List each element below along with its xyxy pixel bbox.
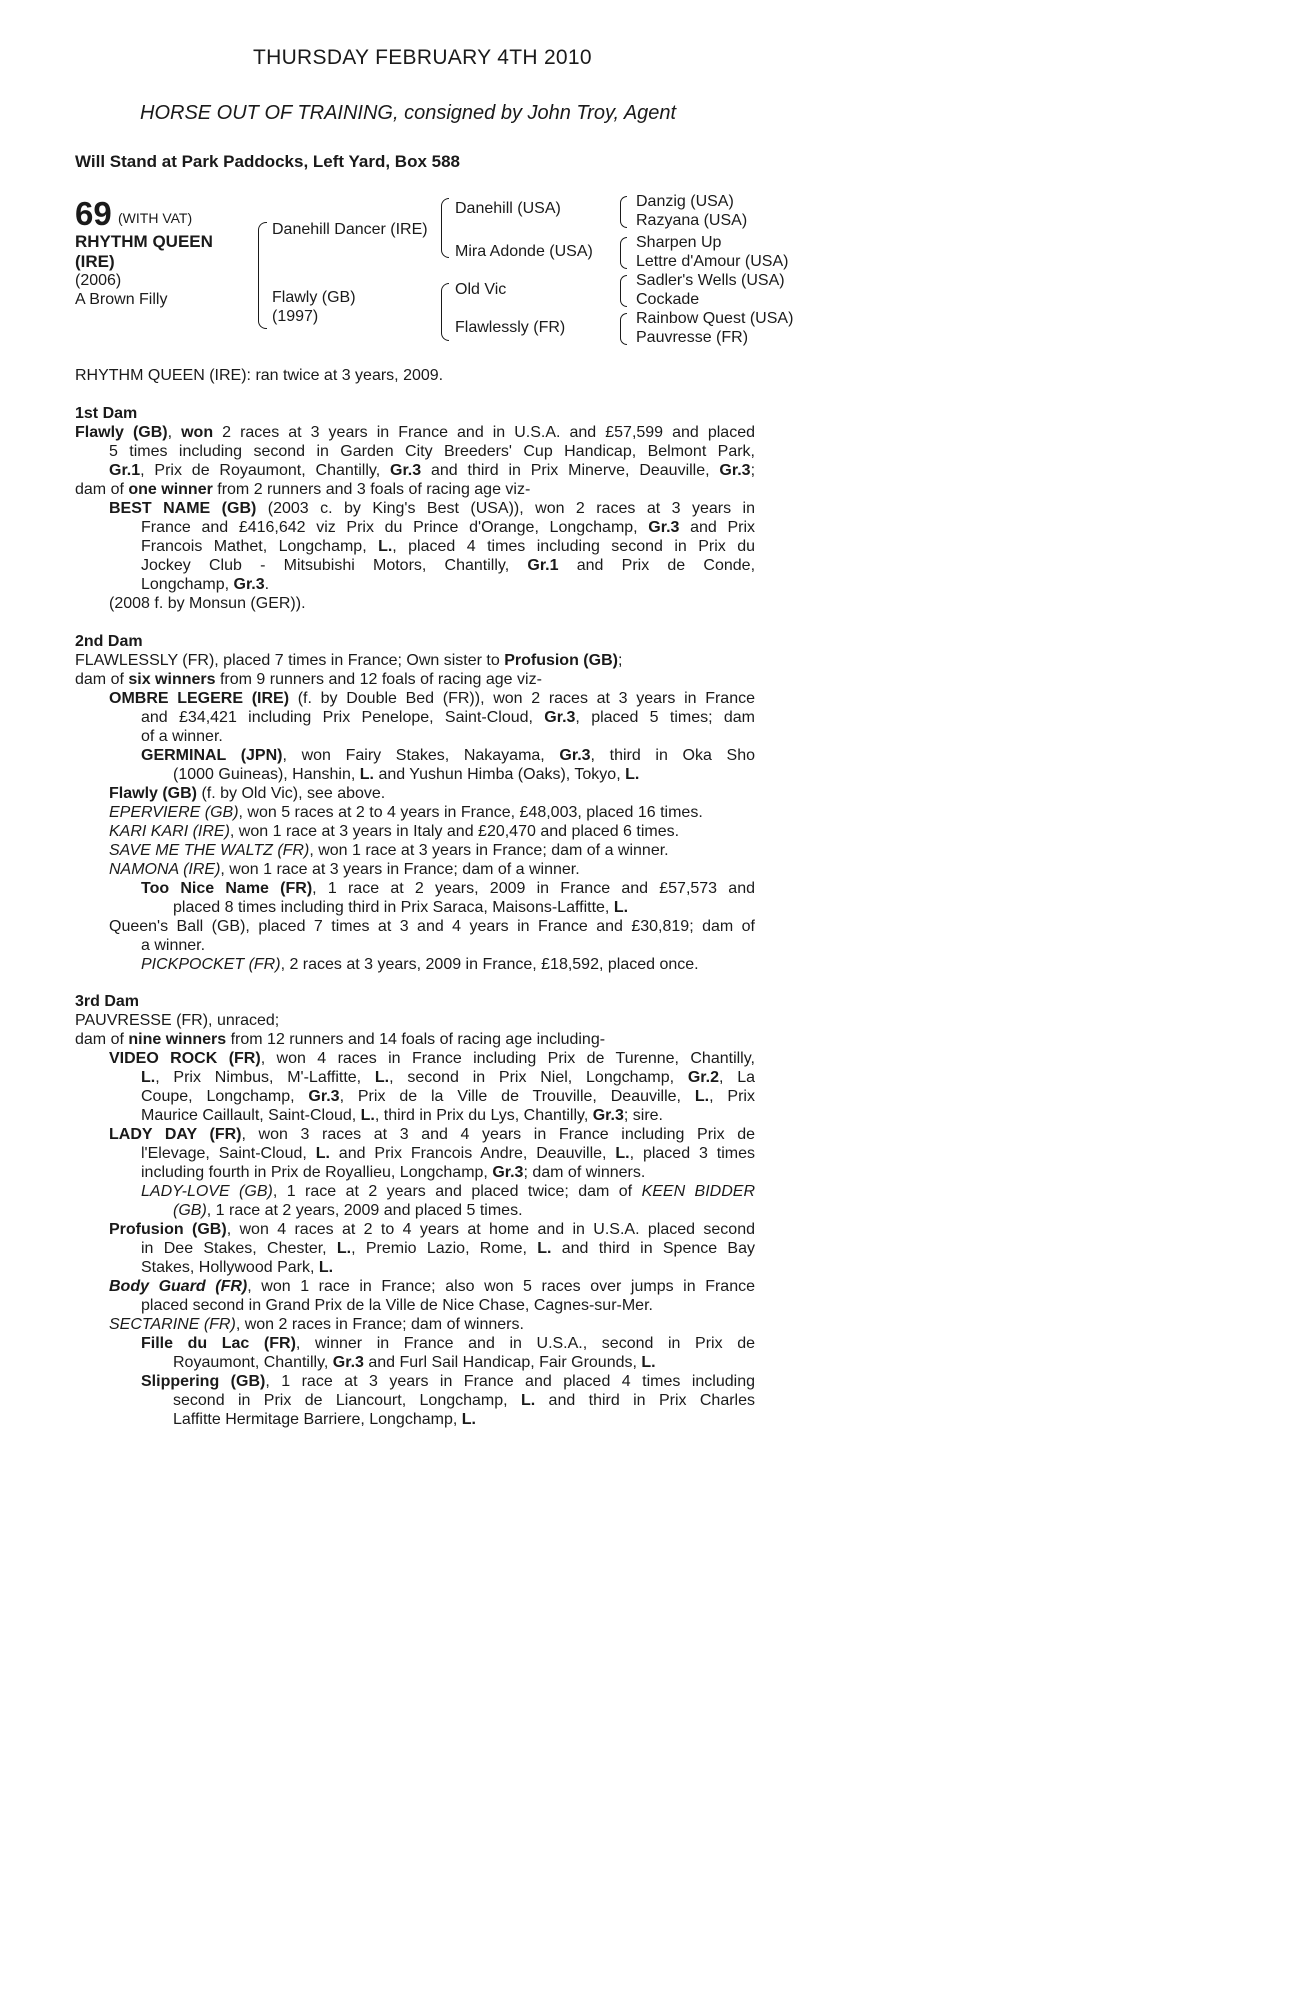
pedigree-brace bbox=[620, 237, 627, 269]
pedigree-g2: Razyana (USA) bbox=[636, 212, 748, 229]
text-line: (2008 f. by Monsun (GER)). bbox=[109, 595, 306, 612]
text-line: L., Prix Nimbus, M'-Laffitte, L., second in Prix Niel, Longchamp, Gr.2, La bbox=[141, 1069, 755, 1086]
text-line: Profusion (GB), won 4 races at 2 to 4 years at home and in U.S.A. placed second bbox=[109, 1221, 755, 1238]
pedigree-brace bbox=[258, 222, 267, 329]
pedigree-g3: Sharpen Up bbox=[636, 234, 722, 251]
section-heading: 2nd Dam bbox=[75, 633, 143, 650]
text-line: 5 times including second in Garden City Breeders' Cup Handicap, Belmont Park, bbox=[109, 443, 755, 460]
race-summary: RHYTHM QUEEN (IRE): ran twice at 3 years, 2009. bbox=[75, 367, 444, 384]
text-line: second in Prix de Liancourt, Longchamp, L. and third in Prix Charles bbox=[173, 1392, 755, 1409]
pedigree-dam-sire: Old Vic bbox=[455, 281, 507, 298]
section-heading: 3rd Dam bbox=[75, 993, 140, 1010]
text-line: Too Nice Name (FR), 1 race at 2 years, 2009 in France and £57,573 and bbox=[141, 880, 755, 897]
text-line: dam of six winners from 9 runners and 12 foals of racing age viz- bbox=[75, 671, 542, 688]
text-line: OMBRE LEGERE (IRE) (f. by Double Bed (FR)), won 2 races at 3 years in France bbox=[109, 690, 755, 707]
section-heading: 1st Dam bbox=[75, 405, 138, 422]
text-line: PICKPOCKET (FR), 2 races at 3 years, 2009 in France, £18,592, placed once. bbox=[141, 956, 699, 973]
text-line: dam of one winner from 2 runners and 3 foals of racing age viz- bbox=[75, 481, 531, 498]
text-line: a winner. bbox=[141, 937, 206, 954]
text-line: SECTARINE (FR), won 2 races in France; dam of winners. bbox=[109, 1316, 524, 1333]
text-line: Coupe, Longchamp, Gr.3, Prix de la Ville de Trouville, Deauville, L., Prix bbox=[141, 1088, 755, 1105]
vat-note: (WITH VAT) bbox=[118, 210, 193, 226]
text-line: EPERVIERE (GB), won 5 races at 2 to 4 years in France, £48,003, placed 16 times. bbox=[109, 804, 703, 821]
text-line: SAVE ME THE WALTZ (FR), won 1 race at 3 years in France; dam of a winner. bbox=[109, 842, 669, 859]
text-line: Fille du Lac (FR), winner in France and in U.S.A., second in Prix de bbox=[141, 1335, 755, 1352]
text-line: Francois Mathet, Longchamp, L., placed 4 times including second in Prix du bbox=[141, 538, 755, 555]
pedigree-g5: Sadler's Wells (USA) bbox=[636, 272, 785, 289]
text-line: FLAWLESSLY (FR), placed 7 times in France; Own sister to Profusion (GB); bbox=[75, 652, 623, 669]
pedigree-g8: Pauvresse (FR) bbox=[636, 329, 749, 346]
text-line: (GB), 1 race at 2 years, 2009 and placed 5 times. bbox=[173, 1202, 523, 1219]
sale-date: THURSDAY FEBRUARY 4TH 2010 bbox=[253, 46, 592, 69]
pedigree-dam-dam: Flawlessly (FR) bbox=[455, 319, 566, 336]
horse-name bbox=[75, 232, 265, 272]
text-line: GERMINAL (JPN), won Fairy Stakes, Nakayama, Gr.3, third in Oka Sho bbox=[141, 747, 755, 764]
pedigree-g4: Lettre d'Amour (USA) bbox=[636, 253, 789, 270]
text-line: Stakes, Hollywood Park, L. bbox=[141, 1259, 334, 1276]
text-line: Laffitte Hermitage Barriere, Longchamp, L. bbox=[173, 1411, 476, 1428]
text-line: VIDEO ROCK (FR), won 4 races in France including Prix de Turenne, Chantilly, bbox=[109, 1050, 755, 1067]
third-dam-section bbox=[75, 992, 755, 1429]
text-line: in Dee Stakes, Chester, L., Premio Lazio, Rome, L. and third in Spence Bay bbox=[141, 1240, 755, 1257]
text-line: France and £416,642 viz Prix du Prince d'Orange, Longchamp, Gr.3 and Prix bbox=[141, 519, 755, 536]
text-line: NAMONA (IRE), won 1 race at 3 years in France; dam of a winner. bbox=[109, 861, 580, 878]
foaling-year: (2006) bbox=[75, 272, 122, 289]
horse-description: A Brown Filly bbox=[75, 291, 168, 308]
text-line: Maurice Caillault, Saint-Cloud, L., third in Prix du Lys, Chantilly, Gr.3; sire. bbox=[141, 1107, 663, 1124]
text-line: Royaumont, Chantilly, Gr.3 and Furl Sail Handicap, Fair Grounds, L. bbox=[173, 1354, 656, 1371]
pedigree-brace bbox=[441, 283, 449, 341]
pedigree-g6: Cockade bbox=[636, 291, 700, 308]
pedigree-g7: Rainbow Quest (USA) bbox=[636, 310, 794, 327]
text-line: placed second in Grand Prix de la Ville de Nice Chase, Cagnes-sur-Mer. bbox=[141, 1297, 653, 1314]
first-dam-section bbox=[75, 404, 755, 613]
text-line: placed 8 times including third in Prix Saraca, Maisons-Laffitte, L. bbox=[173, 899, 629, 916]
text-line: PAUVRESSE (FR), unraced; bbox=[75, 1012, 280, 1029]
text-line: of a winner. bbox=[141, 728, 223, 745]
text-line: and £34,421 including Prix Penelope, Saint-Cloud, Gr.3, placed 5 times; dam bbox=[141, 709, 755, 726]
pedigree-g1: Danzig (USA) bbox=[636, 193, 734, 210]
text-line: Flawly (GB), won 2 races at 3 years in France and in U.S.A. and £57,599 and placed bbox=[75, 424, 755, 441]
pedigree-sire-sire: Danehill (USA) bbox=[455, 200, 561, 217]
pedigree-brace bbox=[441, 198, 449, 258]
stand-location: Will Stand at Park Paddocks, Left Yard, Box 588 bbox=[75, 152, 460, 171]
text-line: Jockey Club - Mitsubishi Motors, Chantilly, Gr.1 and Prix de Conde, bbox=[141, 557, 755, 574]
pedigree-brace bbox=[620, 275, 627, 307]
text-line: KARI KARI (IRE), won 1 race at 3 years in Italy and £20,470 and placed 6 times. bbox=[109, 823, 680, 840]
consignment-line: HORSE OUT OF TRAINING, consigned by John Troy, Agent bbox=[140, 102, 677, 124]
text-line: Gr.1, Prix de Royaumont, Chantilly, Gr.3 and third in Prix Minerve, Deauville, Gr.3; bbox=[109, 462, 755, 479]
text-line: BEST NAME (GB) (2003 c. by King's Best (USA)), won 2 races at 3 years in bbox=[109, 500, 755, 517]
text-line: Flawly (GB) (f. by Old Vic), see above. bbox=[109, 785, 386, 802]
text-line: LADY-LOVE (GB), 1 race at 2 years and placed twice; dam of KEEN BIDDER bbox=[141, 1183, 755, 1200]
text-line: Slippering (GB), 1 race at 3 years in France and placed 4 times including bbox=[141, 1373, 755, 1390]
horse-name-line1: RHYTHM QUEEN bbox=[75, 232, 213, 251]
text-line: (1000 Guineas), Hanshin, L. and Yushun Himba (Oaks), Tokyo, L. bbox=[173, 766, 640, 783]
pedigree-dam-year: (1997) bbox=[272, 308, 319, 325]
text-line: dam of nine winners from 12 runners and 14 foals of racing age including- bbox=[75, 1031, 606, 1048]
horse-name-line2: (IRE) bbox=[75, 252, 115, 271]
text-line: Longchamp, Gr.3. bbox=[141, 576, 270, 593]
pedigree-dam: Flawly (GB) bbox=[272, 289, 356, 306]
pedigree-brace bbox=[620, 313, 627, 345]
text-line: Body Guard (FR), won 1 race in France; also won 5 races over jumps in France bbox=[109, 1278, 755, 1295]
second-dam-section bbox=[75, 632, 755, 974]
text-line: Queen's Ball (GB), placed 7 times at 3 and 4 years in France and £30,819; dam of bbox=[109, 918, 755, 935]
pedigree-sire: Danehill Dancer (IRE) bbox=[272, 221, 428, 238]
pedigree-brace bbox=[620, 196, 627, 228]
text-line: including fourth in Prix de Royallieu, Longchamp, Gr.3; dam of winners. bbox=[141, 1164, 646, 1181]
text-line: l'Elevage, Saint-Cloud, L. and Prix Francois Andre, Deauville, L., placed 3 times bbox=[141, 1145, 755, 1162]
text-line: LADY DAY (FR), won 3 races at 3 and 4 years in France including Prix de bbox=[109, 1126, 755, 1143]
lot-number: 69 bbox=[75, 195, 112, 232]
pedigree-sire-dam: Mira Adonde (USA) bbox=[455, 243, 593, 260]
